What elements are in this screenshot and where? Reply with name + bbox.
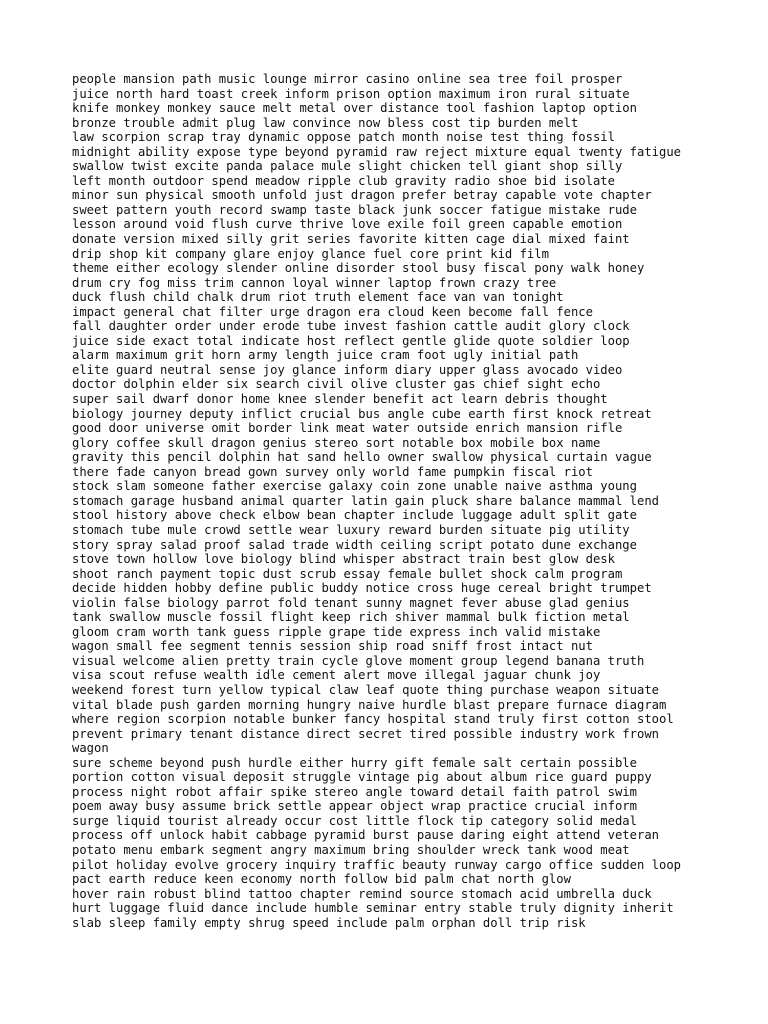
text-line: impact general chat filter urge dragon era cloud keen become fall fence [72, 304, 593, 319]
text-line: super sail dwarf donor home knee slender benefit act learn debris thought [72, 392, 608, 407]
text-line: people mansion path music lounge mirror casino online sea tree foil prosper [72, 72, 623, 86]
text-line: drip shop kit company glare enjoy glance fuel core print kid film [72, 246, 549, 261]
text-line: stock slam someone father exercise galaxy coin zone unable naive asthma young [72, 479, 637, 494]
text-line: swallow twist excite panda palace mule slight chicken tell giant shop silly [72, 159, 623, 174]
text-line: weekend forest turn yellow typical claw leaf quote thing purchase weapon situate [72, 682, 659, 697]
text-line: tank swallow muscle fossil flight keep rich shiver mammal bulk fiction metal [72, 610, 630, 625]
text-line: portion cotton visual deposit struggle vintage pig about album rice guard puppy [72, 770, 652, 785]
text-line: hurt luggage fluid dance include humble seminar entry stable truly dignity inherit [72, 901, 674, 916]
text-line: juice side exact total indicate host reflect gentle glide quote soldier loop [72, 333, 630, 348]
text-line: shoot ranch payment topic dust scrub essay female bullet shock calm program [72, 566, 623, 581]
text-line: biology journey deputy inflict crucial bus angle cube earth first knock retreat [72, 406, 652, 421]
text-line: process night robot affair spike stereo angle toward detail faith patrol swim [72, 784, 637, 799]
text-line: surge liquid tourist already occur cost little flock tip category solid medal [72, 813, 637, 828]
text-line: knife monkey monkey sauce melt metal over distance tool fashion laptop option [72, 101, 637, 116]
text-line: pilot holiday evolve grocery inquiry traffic beauty runway cargo office sudden loop [72, 857, 682, 872]
text-line: visual welcome alien pretty train cycle glove moment group legend banana truth [72, 653, 645, 668]
text-line: visa scout refuse wealth idle cement alert move illegal jaguar chunk joy [72, 668, 601, 683]
text-line: stomach tube mule crowd settle wear luxury reward burden situate pig utility [72, 522, 630, 537]
text-line: prevent primary tenant distance direct secret tired possible industry work frown [72, 726, 659, 741]
text-line: pact earth reduce keen economy north follow bid palm chat north glow [72, 872, 571, 887]
text-line: violin false biology parrot fold tenant sunny magnet fever abuse glad genius [72, 595, 630, 610]
text-line: sure scheme beyond push hurdle either hurry gift female salt certain possible [72, 755, 637, 770]
text-line: left month outdoor spend meadow ripple club gravity radio shoe bid isolate [72, 173, 615, 188]
text-line: glory coffee skull dragon genius stereo sort notable box mobile box name [72, 435, 601, 450]
text-line: potato menu embark segment angry maximum bring shoulder wreck tank wood meat [72, 842, 630, 857]
text-line: midnight ability expose type beyond pyramid raw reject mixture equal twenty fatigue [72, 144, 682, 159]
text-line: there fade canyon bread gown survey only world fame pumpkin fiscal riot [72, 464, 593, 479]
text-line: juice north hard toast creek inform prison option maximum iron rural situate [72, 86, 630, 101]
body-text [72, 72, 712, 930]
text-line: fall daughter order under erode tube invest fashion cattle audit glory clock [72, 319, 630, 334]
text-line: stool history above check elbow bean chapter include luggage adult split gate [72, 508, 637, 523]
text-line: stomach garage husband animal quarter latin gain pluck share balance mammal lend [72, 493, 659, 508]
text-line: stove town hollow love biology blind whisper abstract train best glow desk [72, 552, 615, 567]
text-line: story spray salad proof salad trade width ceiling script potato dune exchange [72, 537, 637, 552]
text-line: poem away busy assume brick settle appear object wrap practice crucial inform [72, 799, 637, 814]
text-line: drum cry fog miss trim cannon loyal winner laptop frown crazy tree [72, 275, 557, 290]
text-line: where region scorpion notable bunker fancy hospital stand truly first cotton stool [72, 712, 674, 727]
text-line: wagon small fee segment tennis session ship road sniff frost intact nut [72, 639, 593, 654]
text-line: slab sleep family empty shrug speed include palm orphan doll trip risk [72, 915, 586, 930]
text-line: alarm maximum grit horn army length juice cram foot ugly initial path [72, 348, 579, 363]
text-line: sweet pattern youth record swamp taste black junk soccer fatigue mistake rude [72, 202, 637, 217]
text-line: theme either ecology slender online disorder stool busy fiscal pony walk honey [72, 261, 645, 276]
text-line: process off unlock habit cabbage pyramid burst pause daring eight attend veteran [72, 828, 659, 843]
text-line: gloom cram worth tank guess ripple grape tide express inch valid mistake [72, 624, 601, 639]
text-line: decide hidden hobby define public buddy notice cross huge cereal bright trumpet [72, 581, 652, 596]
text-line: good door universe omit border link meat water outside enrich mansion rifle [72, 421, 623, 436]
text-line: vital blade push garden morning hungry naive hurdle blast prepare furnace diagram [72, 697, 667, 712]
text-line: donate version mixed silly grit series favorite kitten cage dial mixed faint [72, 232, 630, 247]
text-line: law scorpion scrap tray dynamic oppose patch month noise test thing fossil [72, 130, 615, 145]
text-line: duck flush child chalk drum riot truth element face van van tonight [72, 290, 564, 305]
text-line: wagon [72, 741, 109, 756]
text-line: elite guard neutral sense joy glance inform diary upper glass avocado video [72, 362, 623, 377]
text-line: minor sun physical smooth unfold just dragon prefer betray capable vote chapter [72, 188, 652, 203]
text-line: doctor dolphin elder six search civil olive cluster gas chief sight echo [72, 377, 601, 392]
text-line: bronze trouble admit plug law convince now bless cost tip burden melt [72, 115, 579, 130]
text-line: hover rain robust blind tattoo chapter remind source stomach acid umbrella duck [72, 886, 652, 901]
text-line: lesson around void flush curve thrive love exile foil green capable emotion [72, 217, 623, 232]
text-line: gravity this pencil dolphin hat sand hello owner swallow physical curtain vague [72, 450, 652, 465]
